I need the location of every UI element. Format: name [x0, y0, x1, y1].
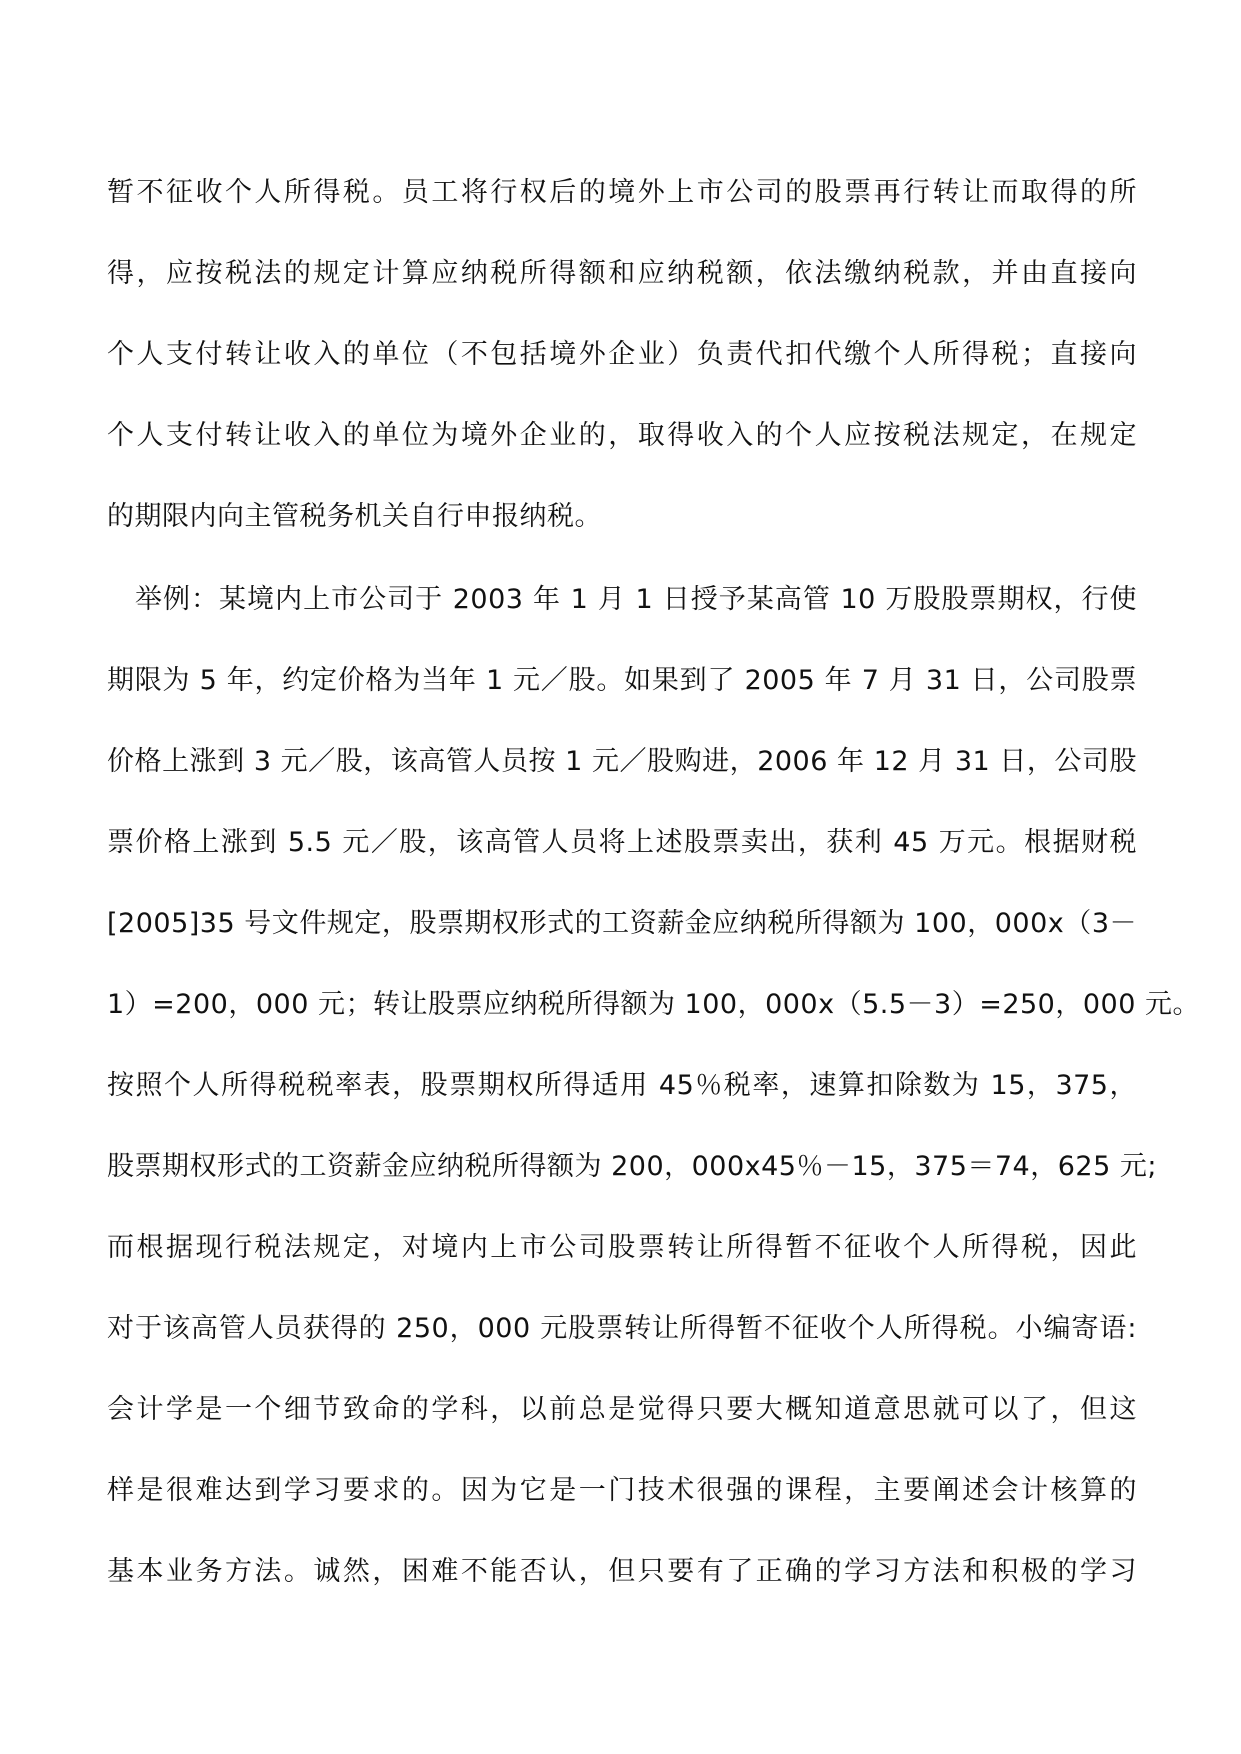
text-line: 个人支付转让收入的单位（不包括境外企业）负责代扣代缴个人所得税；直接向: [107, 339, 1137, 370]
text-line: 举例：某境内上市公司于 2003 年 1 月 1 日授予某高管 10 万股股票期权，行使: [107, 584, 1137, 615]
text-line: 会计学是一个细节致命的学科，以前总是觉得只要大概知道意思就可以了，但这: [107, 1394, 1137, 1425]
paragraph-tax-transfer: [107, 152, 1137, 557]
text-line: 暂不征收个人所得税。员工将行权后的境外上市公司的股票再行转让而取得的所: [107, 177, 1137, 208]
text-line: 样是很难达到学习要求的。因为它是一门技术很强的课程，主要阐述会计核算的: [107, 1475, 1137, 1506]
text-line: 票价格上涨到 5.5 元／股，该高管人员将上述股票卖出，获利 45 万元。根据财税: [107, 827, 1137, 858]
text-line: 得，应按税法的规定计算应纳税所得额和应纳税额，依法缴纳税款，并由直接向: [107, 258, 1137, 289]
text-line: 股票期权形式的工资薪金应纳税所得额为 200，000x45％－15，375＝74，625 元;: [107, 1151, 1157, 1182]
text-line: 而根据现行税法规定，对境内上市公司股票转让所得暂不征收个人所得税，因此: [107, 1232, 1137, 1263]
text-line: 期限为 5 年，约定价格为当年 1 元／股。如果到了 2005 年 7 月 31 日，公司股票: [107, 665, 1137, 696]
text-line: [2005]35 号文件规定，股票期权形式的工资薪金应纳税所得额为 100，000x（3－: [107, 908, 1137, 939]
text-line: 价格上涨到 3 元／股，该高管人员按 1 元／股购进，2006 年 12 月 31 日，公司股: [107, 746, 1137, 777]
text-line: 1）=200，000 元；转让股票应纳税所得额为 100，000x（5.5－3）=250，000 元。: [107, 989, 1200, 1020]
text-line: 按照个人所得税税率表，股票期权所得适用 45％税率，速算扣除数为 15，375，: [107, 1070, 1137, 1101]
text-line: 的期限内向主管税务机关自行申报纳税。: [107, 501, 602, 532]
text-line: 对于该高管人员获得的 250，000 元股票转让所得暂不征收个人所得税。小编寄语:: [107, 1313, 1137, 1344]
text-line: 个人支付转让收入的单位为境外企业的，取得收入的个人应按税法规定，在规定: [107, 420, 1137, 451]
paragraph-example: [107, 559, 1200, 1612]
text-line: 基本业务方法。诚然，困难不能否认，但只要有了正确的学习方法和积极的学习: [107, 1556, 1137, 1587]
